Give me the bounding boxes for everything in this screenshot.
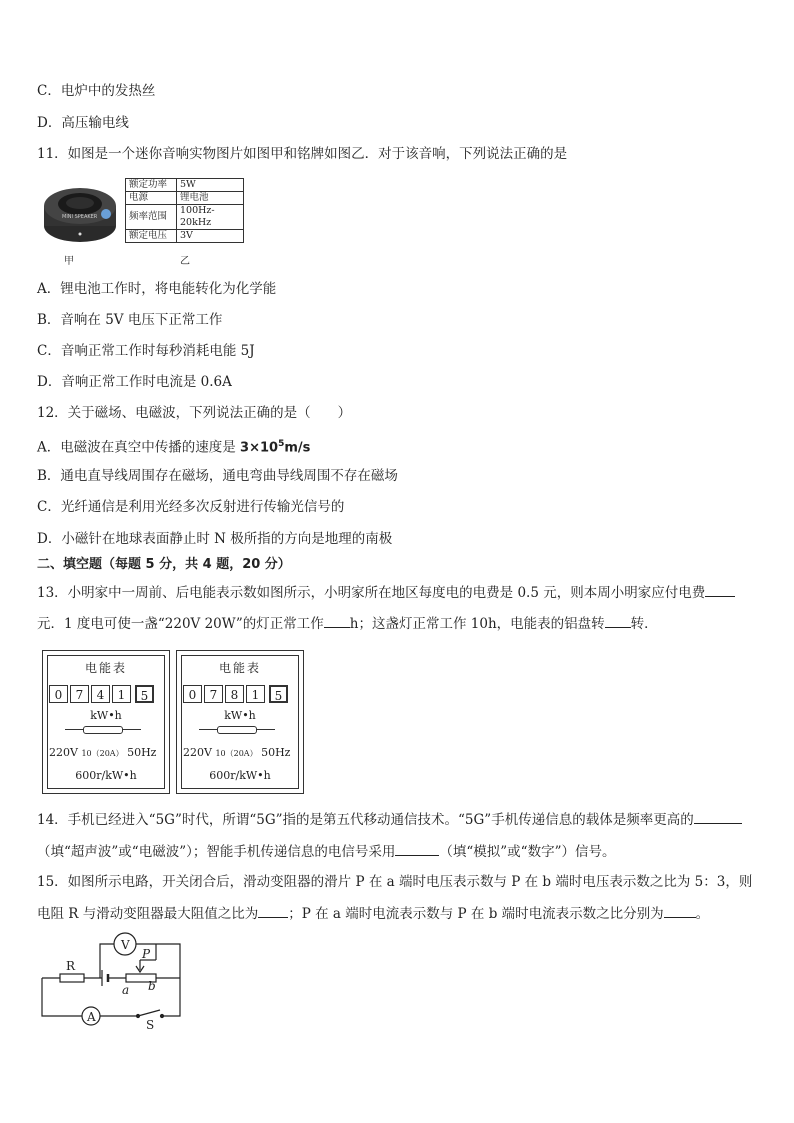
- meter-frequency: 50Hz: [127, 746, 157, 759]
- energy-meter-after: [176, 650, 304, 794]
- q15-text: 。: [695, 906, 710, 922]
- meter-unit: kW•h: [224, 709, 256, 722]
- q12-a-text: A．电磁波在真空中传播的速度是: [37, 439, 241, 456]
- answer-blank[interactable]: [705, 582, 735, 597]
- spec-key: 额定电压: [126, 230, 177, 243]
- q12-a-value: 3×10: [240, 440, 279, 456]
- label-b: b: [148, 979, 156, 993]
- ammeter-label: A: [87, 1010, 96, 1024]
- spec-key: 频率范围: [126, 205, 177, 230]
- q13-text: h；这盏灯正常工作 10h，电能表的铝盘转: [349, 616, 605, 632]
- meter-digit: 5: [269, 685, 288, 703]
- q12-a-unit: m/s: [284, 440, 311, 456]
- q11-option-d: D．音响正常工作时电流是 0.6A: [37, 374, 232, 390]
- question-14-line2: [37, 841, 615, 862]
- spec-value: 100Hz-20kHz: [177, 205, 244, 230]
- meter-digit: 8: [225, 685, 244, 703]
- speaker-brand: MINI SPEAKER: [62, 214, 98, 220]
- meter-title: 电能表: [218, 661, 261, 675]
- speaker-spec-table: [125, 178, 244, 243]
- meter-digit: 0: [49, 685, 68, 703]
- meter-digit: 5: [135, 685, 154, 703]
- question-12: 12．关于磁场、电磁波，下列说法正确的是（ ）: [37, 405, 352, 421]
- option-d-prev: D．高压输电线: [37, 115, 129, 131]
- q11-option-b: B．音响在 5V 电压下正常工作: [37, 312, 223, 328]
- meter-frequency: 50Hz: [261, 746, 291, 759]
- caption-jia: 甲: [64, 256, 74, 267]
- section-heading: 二、填空题（每题 5 分，共 4 题，20 分）: [37, 557, 291, 572]
- table-row: [126, 179, 244, 192]
- table-row: [126, 205, 244, 230]
- table-row: [126, 192, 244, 205]
- q14-text: （填“模拟”或“数字”）信号。: [439, 844, 616, 860]
- label-R: R: [66, 959, 76, 973]
- option-c-prev: C．电炉中的发热丝: [37, 83, 156, 99]
- meter-rating: [49, 746, 156, 759]
- spec-key: 额定功率: [126, 179, 177, 192]
- q12-option-b: B．通电直导线周围存在磁场，通电弯曲导线周围不存在磁场: [37, 468, 398, 484]
- spec-value: 5W: [177, 179, 244, 192]
- question-15-line2: [37, 903, 709, 924]
- meter-digit: 7: [204, 685, 223, 703]
- meter-voltage: 220V: [183, 746, 212, 759]
- q15-text: ；P 在 a 端时电流表示数与 P 在 b 端时电流表示数之比分别为: [288, 906, 664, 922]
- meter-voltage: 220V: [49, 746, 78, 759]
- q13-text: 13．小明家中一周前、后电能表示数如图所示，小明家所在地区每度电的电费是 0.5 元，则本周小明家应付电费: [37, 585, 706, 601]
- q12-option-d: D．小磁针在地球表面静止时 N 极所指的方向是地理的南极: [37, 531, 393, 547]
- q11-option-c: C．音响正常工作时每秒消耗电能 5J: [37, 343, 255, 359]
- spec-value: 锂电池: [177, 192, 244, 205]
- meter-revolutions: 600r/kW•h: [75, 769, 137, 782]
- answer-blank[interactable]: [258, 903, 288, 918]
- label-P: P: [142, 947, 151, 961]
- meter-title: 电能表: [84, 661, 127, 675]
- question-13-line1: [37, 582, 735, 603]
- voltmeter-label: V: [121, 938, 130, 952]
- energy-meter-before: [42, 650, 170, 794]
- meter-digits: [183, 685, 290, 703]
- meter-digits: [49, 685, 156, 703]
- question-13-line2: [37, 613, 658, 634]
- meter-digit: 0: [183, 685, 202, 703]
- q14-text: 14．手机已经进入“5G”时代，所谓“5G”指的是第五代移动通信技术。“5G”手机传递信息的载体是频率更高的: [37, 812, 694, 828]
- speaker-photo: [40, 176, 120, 248]
- switch-label: S: [146, 1018, 155, 1030]
- spec-key: 电源: [126, 192, 177, 205]
- spec-value: 3V: [177, 230, 244, 243]
- q15-text: 电阻 R 与滑动变阻器最大阻值之比为: [37, 906, 259, 922]
- meter-digit: 1: [246, 685, 265, 703]
- answer-blank[interactable]: [694, 809, 742, 824]
- caption-yi: 乙: [180, 256, 190, 267]
- q12-option-c: C．光纤通信是利用光经多次反射进行传输光信号的: [37, 499, 345, 515]
- meter-rating: [183, 746, 290, 759]
- question-11: 11．如图是一个迷你音响实物图片如图甲和铭牌如图乙．对于该音响，下列说法正确的是: [37, 146, 568, 162]
- meter-digit: 7: [70, 685, 89, 703]
- q12-a-exponent: 5: [278, 439, 285, 449]
- table-row: [126, 230, 244, 243]
- meter-digit: 1: [112, 685, 131, 703]
- q11-option-a: A．锂电池工作时，将电能转化为化学能: [37, 281, 277, 297]
- question-15-line1: 15．如图所示电路，开关闭合后，滑动变阻器的滑片 P 在 a 端时电压表示数与 P 在 b 端时电压表示数之比为 5：3，则: [37, 874, 753, 890]
- answer-blank[interactable]: [324, 613, 350, 628]
- answer-blank[interactable]: [395, 841, 439, 856]
- question-14-line1: [37, 809, 742, 830]
- q14-text: （填“超声波”或“电磁波”）；智能手机传递信息的电信号采用: [37, 844, 396, 860]
- meter-current: 10（20A）: [215, 749, 258, 758]
- meter-disc-window: [83, 726, 123, 734]
- answer-blank[interactable]: [664, 903, 696, 918]
- meter-disc-window: [217, 726, 257, 734]
- circuit-diagram: [36, 930, 186, 1030]
- answer-blank[interactable]: [605, 613, 631, 628]
- meter-revolutions: 600r/kW•h: [209, 769, 271, 782]
- q12-option-a: [37, 434, 310, 459]
- q13-text: 转．: [630, 616, 658, 632]
- q13-text: 元．1 度电可使一盏“220V 20W”的灯正常工作: [37, 616, 324, 632]
- label-a: a: [122, 983, 130, 997]
- meter-digit: 4: [91, 685, 110, 703]
- meter-unit: kW•h: [90, 709, 122, 722]
- meter-current: 10（20A）: [81, 749, 124, 758]
